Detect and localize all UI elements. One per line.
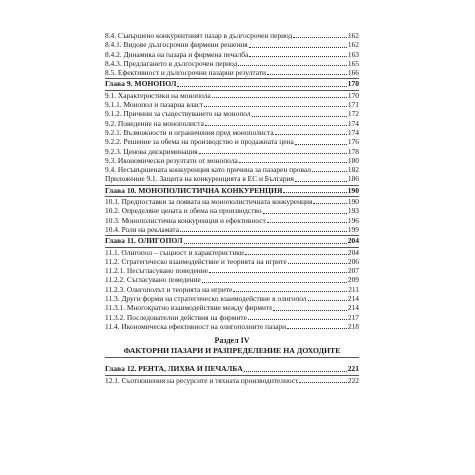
entry-title: 8.5. Ефективност и дългосрочни пазарни резултати (105, 68, 267, 78)
leader-dots (205, 125, 347, 126)
toc-chapter-11[interactable] (105, 236, 359, 245)
entry-title: 11.3. Други форми на стратегическо взаимодействие в олигопол (105, 294, 307, 304)
page-number: 182 (347, 165, 359, 175)
leader-dots (245, 254, 347, 255)
toc-entry[interactable] (105, 248, 359, 257)
toc-entry[interactable] (105, 266, 359, 275)
entry-title: 12.1. Съотношения на ресурсите и тяхната производителност (105, 375, 299, 385)
entry-title: 11.2.2. Съгласувано поведение (105, 275, 201, 285)
page-number: 170 (347, 79, 359, 89)
page-number: 163 (347, 49, 359, 59)
page-number: 217 (347, 312, 359, 322)
page-number: 190 (347, 197, 359, 207)
leader-dots (180, 231, 347, 232)
entry-title: 10.2. Определяне цената и обема на производство (105, 206, 262, 216)
toc-entry[interactable] (105, 59, 359, 68)
toc-entry[interactable] (105, 40, 359, 49)
entry-title: 10.4. Роля на рекламата (105, 224, 180, 234)
toc-entry[interactable] (105, 137, 359, 146)
leader-dots (199, 153, 347, 154)
page-number: 162 (347, 40, 359, 50)
toc-entry[interactable] (105, 156, 359, 165)
toc-entry[interactable] (105, 68, 359, 77)
leader-dots (273, 310, 346, 311)
entry-title: 8.4.3. Предлагането в дългосрочен период (105, 58, 238, 68)
entry-title: 11.2. Стратегическо взаимодействие и теорията на игрите (105, 256, 287, 266)
toc-entry[interactable] (105, 91, 359, 100)
page-number: 218 (347, 321, 359, 331)
leader-dots (287, 328, 347, 329)
leader-dots (267, 74, 347, 75)
page-number: 211 (348, 284, 359, 294)
page-number: 178 (347, 146, 359, 156)
table-of-contents (105, 31, 359, 385)
page-number: 172 (347, 109, 359, 119)
page-number: 204 (347, 247, 359, 257)
leader-dots (283, 192, 346, 193)
entry-title: 9.2.3. Ценова дискриминация (105, 146, 198, 156)
entry-title: 8.4.1. Видове дългосрочни фирмени решения (105, 40, 248, 50)
page-number: 180 (347, 155, 359, 165)
page-number: 196 (347, 215, 359, 225)
entry-title: 9.1.2. Причини за съществуването на монопол (105, 109, 251, 119)
entry-title: 11.3.1. Многократно взаимодействие между фирмите (105, 303, 273, 313)
page-number: 214 (347, 294, 359, 304)
entry-title: 9.2.1. Възможности и ограничения пред монополиста (105, 127, 274, 137)
toc-chapter-10[interactable] (105, 186, 359, 195)
toc-entry[interactable] (105, 128, 359, 137)
page-number: 214 (347, 303, 359, 313)
toc-entry[interactable] (105, 322, 359, 331)
toc-block-ch12 (105, 376, 359, 385)
page-number: 165 (347, 58, 359, 68)
entry-title: 9.4. Несъвършената конкуренция като причина за пазарен провал (105, 165, 311, 175)
leader-dots (295, 181, 347, 182)
leader-dots (249, 47, 347, 48)
entry-title: 8.4. Съвършено конкурентният пазар в дългосрочен период (105, 31, 293, 40)
leader-dots (204, 106, 347, 107)
leader-dots (308, 300, 347, 301)
page-number: 207 (347, 266, 359, 276)
leader-dots (244, 371, 347, 372)
section-heading: Раздел IV (214, 336, 250, 346)
leader-dots (212, 97, 347, 98)
toc-entry[interactable] (105, 294, 359, 303)
page-number: 222 (347, 375, 359, 385)
page-number: 174 (347, 118, 359, 128)
toc-entry[interactable] (105, 206, 359, 215)
leader-dots (288, 263, 347, 264)
leader-dots (238, 65, 347, 66)
leader-dots (252, 116, 347, 117)
toc-block-ch9 (105, 91, 359, 184)
leader-dots (299, 382, 347, 383)
page-number: 209 (347, 275, 359, 285)
section-title: ФАКТОРНИ ПАЗАРИ И РАЗПРЕДЕЛЕНИЕ НА ДОХОДИТЕ (105, 346, 359, 358)
entry-title: 11.2.3. Олигополът и теорията на игрите (105, 284, 233, 294)
toc-entry[interactable] (105, 303, 359, 312)
entry-title: 10.1. Предпоставки за появата на монополистичната конкуренция (105, 197, 313, 207)
entry-title: 11.1. Олигопол – същност и характеристики (105, 247, 244, 257)
toc-entry[interactable] (105, 109, 359, 118)
toc-entry[interactable] (105, 275, 359, 284)
chapter-title: Глава 10. МОНОПОЛИСТИЧНА КОНКУРЕНЦИЯ (105, 185, 283, 195)
leader-dots (249, 56, 347, 57)
entry-title: 9.1.1. Монопол и пазарна власт (105, 100, 204, 110)
leader-dots (239, 162, 347, 163)
toc-entry[interactable] (105, 313, 359, 322)
toc-block-ch8 (105, 31, 359, 77)
chapter-title: Глава 12. РЕНТА, ЛИХВА И ПЕЧАЛБА (105, 364, 243, 374)
toc-entry[interactable] (105, 225, 359, 234)
toc-entry[interactable] (105, 216, 359, 225)
page-number: 162 (347, 31, 359, 40)
entry-title: 11.2.1. Несъгласувано поведение (105, 266, 208, 276)
toc-entry[interactable] (105, 257, 359, 266)
toc-entry[interactable] (105, 119, 359, 128)
entry-title: 9.3. Икономически резултати от монопола (105, 155, 238, 165)
leader-dots (293, 37, 347, 38)
page-number: 166 (347, 68, 359, 78)
toc-chapter-9[interactable] (105, 79, 359, 88)
toc-entry[interactable] (105, 147, 359, 156)
page-number: 199 (347, 224, 359, 234)
leader-dots (184, 243, 347, 244)
chapter-title: Глава 9. МОНОПОЛ (105, 79, 177, 89)
leader-dots (263, 213, 347, 214)
leader-dots (209, 272, 347, 273)
page-number: 171 (347, 100, 359, 110)
entry-title: 9.2.2. Решение за обема на производство и продажната цена (105, 137, 294, 147)
toc-block-ch10 (105, 197, 359, 234)
page-number: 190 (347, 185, 359, 195)
entry-title: 11.3.2. Последователни действия на фирмите (105, 312, 247, 322)
toc-chapter-12[interactable] (105, 364, 359, 373)
page-number: 186 (347, 174, 359, 184)
entry-title: Приложение 9.1. Защита на конкуренцията в ЕС и България (105, 174, 294, 184)
entry-title: 8.4.2. Динамика на пазара и фирмена печалба (105, 49, 249, 59)
toc-entry[interactable] (105, 376, 359, 385)
toc-entry[interactable] (105, 31, 359, 40)
entry-title: 10.3. Монополистична конкуренция и ефективност (105, 215, 266, 225)
leader-dots (233, 291, 347, 292)
toc-entry[interactable] (105, 174, 359, 183)
toc-block-ch11 (105, 248, 359, 332)
leader-dots (267, 222, 347, 223)
page-number: 176 (347, 137, 359, 147)
toc-entry[interactable] (105, 50, 359, 59)
leader-dots (295, 144, 347, 145)
toc-entry[interactable] (105, 165, 359, 174)
leader-dots (312, 171, 347, 172)
entry-title: 9.1. Характеристики на монопола (105, 90, 211, 100)
leader-dots (202, 282, 347, 283)
page-number: 170 (347, 90, 359, 100)
chapter-title: Глава 11. ОЛИГОПОЛ (105, 236, 183, 246)
leader-dots (248, 319, 347, 320)
leader-dots (275, 134, 347, 135)
toc-entry[interactable] (105, 285, 359, 294)
leader-dots (313, 203, 347, 204)
page-number: 221 (347, 364, 359, 374)
toc-entry[interactable] (105, 197, 359, 206)
entry-title: 9.2. Поведение на монополиста (105, 118, 204, 128)
page-number: 206 (347, 256, 359, 266)
entry-title: 11.4. Икономическа ефективност на олигополните пазари (105, 321, 287, 331)
page-number: 174 (347, 127, 359, 137)
toc-entry[interactable] (105, 100, 359, 109)
leader-dots (177, 86, 346, 87)
page-number: 204 (347, 236, 359, 246)
page-number: 193 (347, 206, 359, 216)
